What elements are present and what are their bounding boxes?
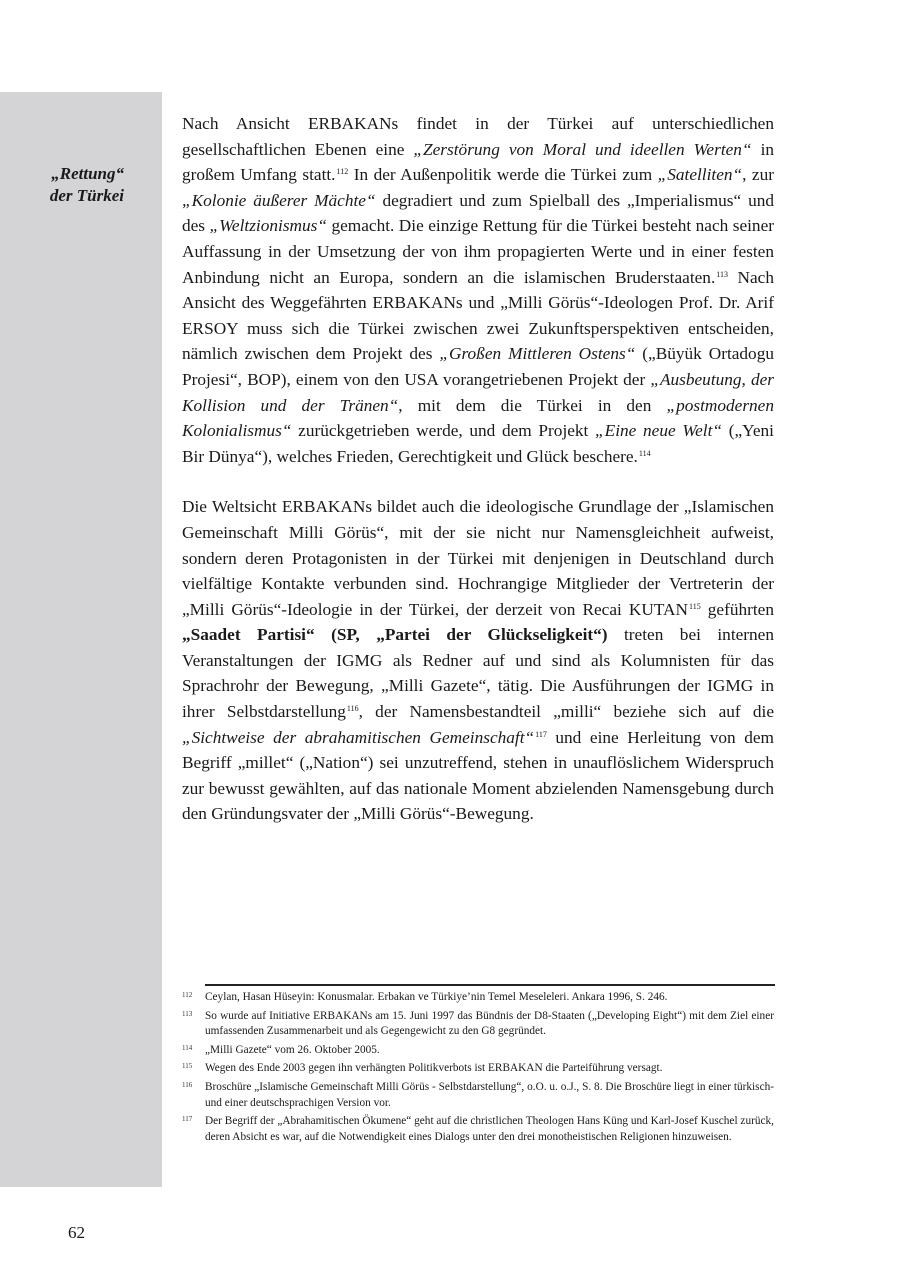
text-run: Nach Ansicht ERBAKANs findet in der Türkei auf unterschiedlichen gesellschaftlichen Ebenen eine xyxy=(182,114,774,159)
footnote-ref: 115 xyxy=(688,601,701,611)
footnote-number: 114 xyxy=(182,1043,193,1052)
text-run: geführten xyxy=(700,599,774,619)
text-run: , zur xyxy=(742,165,774,185)
footnote xyxy=(182,1061,774,1077)
footnote-ref: 116 xyxy=(346,704,359,714)
margin-band xyxy=(0,92,162,1187)
footnote-number: 117 xyxy=(182,1115,193,1124)
footnote-text: Wegen des Ende 2003 gegen ihn verhängten Politikverbots ist ERBAKAN die Parteiführung versagt. xyxy=(205,1062,663,1075)
footnote-number: 113 xyxy=(182,1009,193,1018)
text-run: In der Außenpolitik werde die Türkei zum xyxy=(348,165,658,185)
footnote xyxy=(182,1114,774,1145)
quote-italic: „Sichtweise der abrahamitischen Gemeinschaft“ xyxy=(182,727,535,747)
party-name-bold: „Saadet Partisi“ (SP, „Partei der Glückseligkeit“) xyxy=(182,625,608,645)
text-run: , mit dem die Türkei in den xyxy=(398,395,667,415)
footnote-ref: 113 xyxy=(716,269,728,279)
paragraph-1 xyxy=(182,111,774,469)
paragraph-2 xyxy=(182,494,774,827)
footnote-ref: 117 xyxy=(535,729,547,739)
footnote-divider xyxy=(205,984,775,986)
text-run: in großem Umfang statt. xyxy=(182,139,775,185)
text-run: treten bei internen Veranstaltungen der IGMG als Redner auf und sind als Kolumnisten für das Sprachrohr der Bewegung, „Milli Gazete“, tätig. Die Ausführungen der IGMG in ihrer Selbstdarstellung xyxy=(182,625,774,722)
footnote-text: Broschüre „Islamische Gemeinschaft Milli Görüs - Selbstdarstellung“, o.O. u. o.J., S. 8. Die Broschüre liegt in einer türkisch- und einer deutschsprachigen Version vor. xyxy=(205,1080,774,1109)
text-run: degradiert und zum Spielball des „Imperialismus“ und des xyxy=(182,190,774,236)
footnote-number: 116 xyxy=(182,1080,193,1089)
text-run: zurückgetrieben werde, und dem Projekt xyxy=(291,421,596,441)
text-run: Die Weltsicht ERBAKANs bildet auch die ideologische Grundlage der „Islamischen Gemeinschaft Milli Görüs“, mit der sie nicht nur Namensgleichheit aufweist, sondern deren Protagonisten in der Türkei mit denjenigen in Deutschland durch vielfältige Kontakte verbunden sind. Hochrangige Mitglieder der Vertreterin der „Milli Görüs“-Ideologie in der Türkei, der derzeit von Recai KUTAN xyxy=(182,497,774,619)
text-run: , der Namensbestandteil „milli“ beziehe sich auf die xyxy=(358,702,774,722)
quote-italic: „Eine neue Welt“ xyxy=(595,421,723,441)
footnote-ref: 114 xyxy=(638,448,651,458)
footnote-text: So wurde auf Initiative ERBAKANs am 15. Juni 1997 das Bündnis der D8-Staaten („Developing Eight“) mit dem Ziel einer umfassenden Zusammenarbeit und als Gegengewicht zu den G8 gegründet. xyxy=(205,1009,774,1038)
footnote-number: 115 xyxy=(182,1062,193,1071)
footnote-ref: 112 xyxy=(336,167,349,177)
quote-italic: „Weltzionismus“ xyxy=(209,216,327,236)
text-run: Nach Ansicht des Weggefährten ERBAKANs und „Milli Görüs“-Ideologen Prof. Dr. Arif ERSOY muss sich die Türkei zwischen zwei Zukunftsperspektiven entscheiden, nämlich zwischen dem Projekt des xyxy=(182,267,774,364)
text-run: („Büyük Ortadogu Projesi“, BOP), einem von den USA vorangetriebenen Projekt der xyxy=(182,344,774,389)
footnote-text: Ceylan, Hasan Hüseyin: Konusmalar. Erbakan ve Türkiye’nin Temel Meseleleri. Ankara 1996, S. 246. xyxy=(205,991,668,1003)
quote-italic: „Großen Mittleren Ostens“ xyxy=(439,344,636,364)
footnote xyxy=(182,1080,774,1111)
quote-italic: „Ausbeutung, der Kollision und der Tränen“ xyxy=(182,369,775,415)
page-number: 62 xyxy=(68,1223,85,1242)
quote-italic: „Zerstörung von Moral und ideellen Werten“ xyxy=(413,139,752,159)
footnotes xyxy=(182,990,774,1148)
quote-italic: „Kolonie äußerer Mächte“ xyxy=(182,190,376,210)
text-run: („Yeni Bir Dünya“), welches Frieden, Gerechtigkeit und Glück beschere. xyxy=(182,421,774,466)
footnote-text: Der Begriff der „Abrahamitischen Ökumene“ geht auf die christlichen Theologen Hans Küng und Karl-Josef Kuschel zurück, deren Absicht es war, auf die Notwendigkeit eines Dialogs unter den drei monotheistischen Religionen hinzuweisen. xyxy=(205,1115,774,1143)
margin-note-line1: „Rettung“ xyxy=(51,164,124,183)
margin-note-line2: der Türkei xyxy=(49,186,124,205)
text-run: und eine Herleitung von dem Begriff „millet“ („Nation“) sei unzutreffend, stehen in unauflöslichem Widerspruch zur bewusst gewählten, auf das nationale Moment abzielenden Namensgebung durch den Gründungsvater der „Milli Görüs“-Bewegung. xyxy=(182,727,774,824)
footnote xyxy=(182,990,774,1006)
footnote xyxy=(182,1043,774,1059)
quote-italic: „postmodernen Kolonialismus“ xyxy=(182,395,774,441)
footnote xyxy=(182,1009,774,1040)
quote-italic: „Satelliten“ xyxy=(657,165,743,185)
footnote-text: „Milli Gazete“ vom 26. Oktober 2005. xyxy=(205,1043,380,1056)
body-text xyxy=(182,111,774,852)
footnote-number: 112 xyxy=(182,991,193,999)
text-run: gemacht. Die einzige Rettung für die Türkei besteht nach seiner Auffassung in der Umsetzung der von ihm propagierten Werte und in einer festen Anbindung nicht an Europa, sondern an die islamischen Bruderstaaten. xyxy=(182,216,774,287)
margin-note xyxy=(18,163,124,207)
